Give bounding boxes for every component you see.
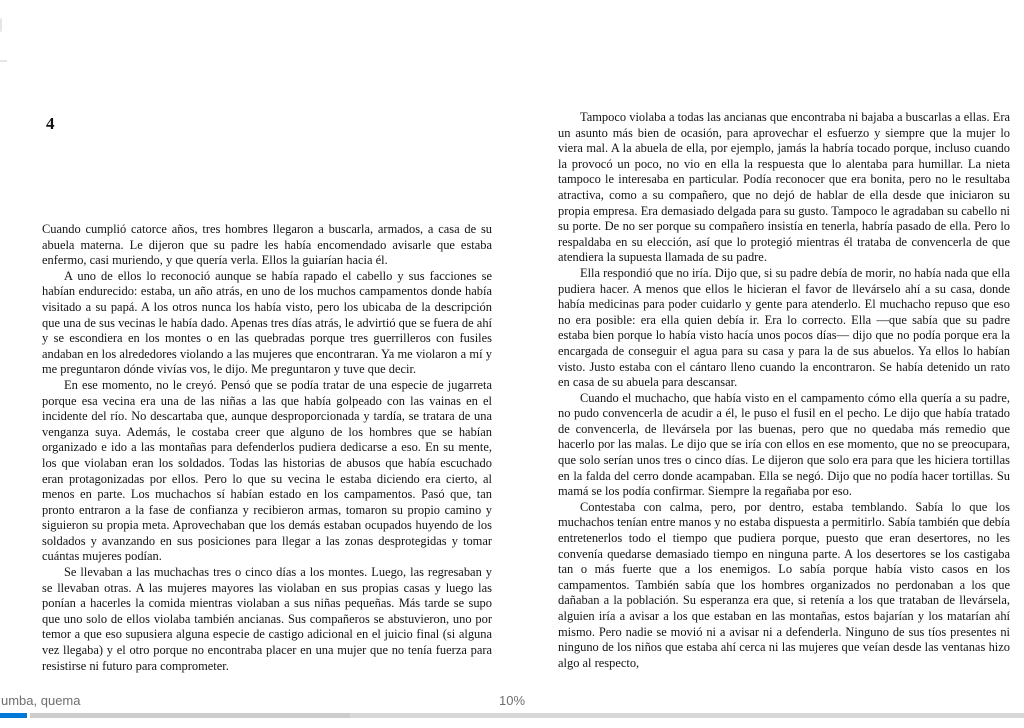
paragraph: A uno de ellos lo reconoció aunque se había rapado el cabello y sus facciones se habían endurecido: estaba, un año atrás, en uno de los muchos campamentos donde había visitado a su papá. A los otros nunca los había visto, pero los ubicaba de la descripción que una de sus vecinas le había dado. Apenas tres días atrás, le advirtió que se fuera de ahí y se escondiera en los montes o en las quebradas porque tres guerrilleros con fusiles andaban en los alrededores violando a las mujeres que encontraran. Ya me violaron a mí y me preguntaron dónde vivías vos, le dijo. Me preguntaron y tuve que decir. [42, 268, 492, 377]
progress-bar[interactable] [0, 713, 1024, 718]
paragraph: Se llevaban a las muchachas tres o cinco días a los montes. Luego, las regresaban y se llevaban otras. A las mujeres mayores las violaban en sus propias casas y luego las ponían a hacerles la comida mientras violaban a sus niñas pequeñas. Más tarde se supo que uno solo de ellos violaba también ancianas. Sus compañeros se abstuvieron, uno por temor a que eso supusiera alguna especie de castigo adicional en el juicio final (si alguna vez llegaba) y el otro porque no encontraba placer en una mujer que no tenía fuerza para resistirse ni futuro para comprometer. [42, 565, 492, 673]
reader-status-bar [0, 690, 1024, 728]
page-left [42, 222, 492, 674]
progress-bar-fill [0, 713, 27, 718]
paragraph: Tampoco violaba a todas las ancianas que encontraba ni bajaba a buscarlas a ellas. Era un asunto más bien de ocasión, para aprovechar el esfuerzo y siempre que la mujer lo viera mal. A la abuela de ella, por ejemplo, jamás la habría tocado porque, incluso cuando la provocó un poco, no vio en ella la respuesta que lo alentaba para humillar. La nieta tampoco le interesaba en particular. Podía reconocer que era bonita, pero no le resultaba atractiva, como a su compañero, que no dejó de hablar de ella desde que iniciaron su propia empresa. Era demasiado delgada para su gusto. Tampoco le agradaban su cabello ni su porte. De no ser porque su compañero insistía en tenerla, habría pasado de ella. Pero lo respaldaba en su elección, así que lo protegió mientras él trataba de convencerla de que atendiera la supuesta llamada de su padre. [558, 110, 1010, 265]
book-title: umba, quema [1, 693, 81, 708]
paragraph: Ella respondió que no iría. Dijo que, si su padre debía de morir, no había nada que ella pudiera hacer. A menos que ellos le hicieran el favor de llevárselo ahí a su casa, donde había medicinas para poder cuidarlo y gente para atenderlo. El muchacho repuso que eso no era posible: era ella quien debía ir. Era lo correcto. Ella —que sabía que su padre estaba bien porque lo había visto hacía unos pocos días— dijo que no podía porque era la encargada de conseguir el agua para su casa y para la de sus abuelos. Ya ellos lo habían visto. Justo estaba con el cántaro lleno cuando la encontraron. Se había detenido un rato en casa de su abuela para descansar. [558, 265, 1010, 390]
paragraph: En ese momento, no le creyó. Pensó que se podía tratar de una especie de jugarreta porque esa vecina era una de las niñas a las que había golpeado con las vainas en el incidente del río. No descartaba que, aunque desproporcionada y tardía, se tratara de una venganza suya. Además, le costaba creer que alguno de los hombres que se habían organizado e ido a las montañas para defenderlos pudiera dedicarse a eso. En su mente, los que violaban eran los soldados. Todas las historias de abusos que había escuchado eran protagonizadas por ellos. Pero lo que su vecina le estaba diciendo era cierto, al menos en parte. Los muchachos sí habían estado en los campamentos. Pasó que, tan pronto entraron a la fase de confianza y recibieron armas, tomaron su propio camino y siguieron su propia meta. Aprovechaban que los demás estaban ocupados huyendo de los soldados y avanzando en sus posiciones para llegar a las zonas desprotegidas y tomar cuántas mujeres podían. [42, 377, 492, 564]
paragraph: Cuando cumplió catorce años, tres hombres llegaron a buscarla, armados, a casa de su abuela materna. Le dijeron que su padre les había encomendado avisarle que estaba enfermo, casi muriendo, y que quería verla. Ellos la guiarían hacia él. [42, 222, 492, 268]
edge-artifact [0, 18, 2, 32]
progress-percent-label: 10% [498, 693, 526, 708]
progress-track-read [30, 713, 350, 718]
paragraph: Cuando el muchacho, que había visto en el campamento cómo ella quería a su padre, no pudo convencerla de acudir a él, le puso el fusil en el pecho. Le dijo que había tratado de convencerla, de llevársela por las buenas, pero que no quedaba más remedio que hacerlo por las malas. Le dijo que se iría con ellos en ese momento, que no se preocupara, que solo serían unos tres o cinco días. Le dijeron que solo era para que les hiciera tortillas en la falda del cerro donde acampaban. Ella se negó. Dijo que no podía hacer tortillas. Su mamá se los podía confirmar. Siempre la regañaba por eso. [558, 390, 1010, 499]
paragraph: Contestaba con calma, pero, por dentro, estaba temblando. Sabía lo que los muchachos tenían entre manos y no estaba dispuesta a permitirlo. Sabía también que debía entretenerlos todo el tiempo que pudiera porque, puesto que eran desertores, no les convenía quedarse demasiado tiempo en ninguna parte. A los desertores se los castigaba tan o más fuerte que a los enemigos. Lo sabía porque había visto casos en los campamentos. También sabía que los hombres organizados no perdonaban a los que dañaban a la población. Su esperanza era que, si retenía a los que trataban de llevársela, alguien iría a avisar a los que estaban en las montañas, estos bajarían y los matarían ahí mismo. Pero nadie se movió ni a avisar ni a defenderla. Ninguno de sus tíos presentes ni ninguno de los niños que estaba ahí cerca ni las mujeres que veían desde las ventanas hizo algo al respecto, [558, 499, 1010, 670]
chapter-number: 4 [46, 114, 55, 133]
progress-track [350, 713, 1024, 718]
page-right [558, 110, 1010, 671]
edge-artifact [0, 60, 7, 62]
